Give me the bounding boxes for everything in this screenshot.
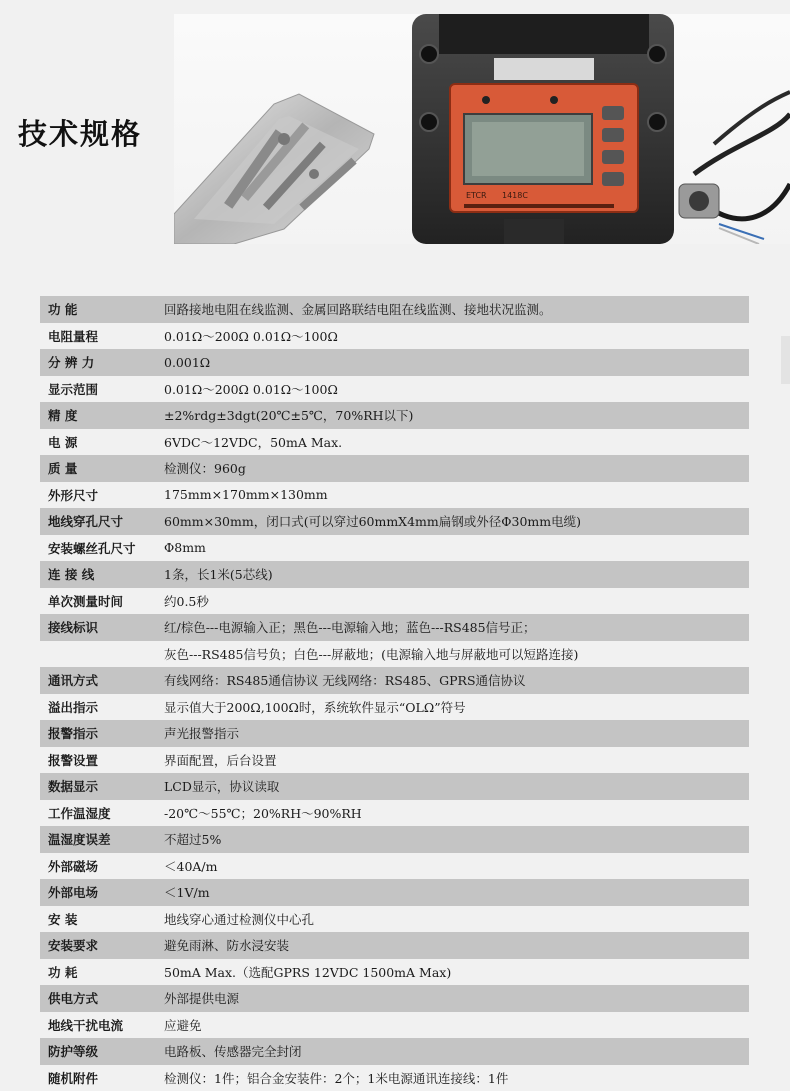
spec-value: 0.01Ω～200Ω 0.01Ω～100Ω	[164, 380, 338, 398]
spec-row	[40, 853, 749, 880]
spec-value: 检测仪：1件；铝合金安装件：2个；1米电源通讯连接线：1件	[164, 1069, 508, 1087]
spec-value: 外部提供电源	[164, 989, 239, 1007]
spec-row	[40, 482, 749, 509]
spec-label: 溢出指示	[40, 698, 164, 716]
spec-label: 供电方式	[40, 989, 164, 1007]
spec-label: 安 装	[40, 910, 164, 928]
spec-row	[40, 800, 749, 827]
spec-row	[40, 588, 749, 615]
spec-label: 外部电场	[40, 883, 164, 901]
spec-value: Φ8mm	[164, 540, 206, 555]
spec-value: 声光报警指示	[164, 724, 239, 742]
spec-row	[40, 614, 749, 641]
product-photo	[174, 14, 790, 244]
spec-value: 应避免	[164, 1016, 202, 1034]
spec-value: 约0.5秒	[164, 592, 209, 610]
spec-label: 功 耗	[40, 963, 164, 981]
spec-row	[40, 667, 749, 694]
spec-value: 电路板、传感器完全封闭	[164, 1042, 302, 1060]
spec-row	[40, 376, 749, 403]
device-brand-text: ETCR	[466, 191, 487, 200]
spec-label: 报警设置	[40, 751, 164, 769]
spec-value: ＜40A/m	[164, 857, 218, 875]
spec-row	[40, 296, 749, 323]
spec-row	[40, 561, 749, 588]
page-heading: 技术规格	[18, 112, 142, 153]
spec-label: 功 能	[40, 300, 164, 318]
spec-label: 精 度	[40, 406, 164, 424]
spec-value: LCD显示，协议读取	[164, 777, 279, 795]
spec-value: ±2%rdg±3dgt(20℃±5℃，70%RH以下)	[164, 406, 413, 424]
spec-row	[40, 508, 749, 535]
spec-label: 电 源	[40, 433, 164, 451]
spec-row	[40, 906, 749, 933]
connector-cable	[679, 92, 790, 244]
spec-value: 不超过5%	[164, 830, 221, 848]
spec-value: 0.01Ω～200Ω 0.01Ω～100Ω	[164, 327, 338, 345]
spec-value: 显示值大于200Ω,100Ω时，系统软件显示“OLΩ”符号	[164, 698, 466, 716]
spec-row	[40, 1065, 749, 1091]
spec-label: 安装要求	[40, 936, 164, 954]
spec-row	[40, 826, 749, 853]
spec-value: 0.001Ω	[164, 355, 210, 370]
spec-label: 外部磁场	[40, 857, 164, 875]
spec-row	[40, 455, 749, 482]
spec-label: 接线标识	[40, 618, 164, 636]
side-scroll-tab[interactable]	[781, 336, 790, 384]
spec-value: 界面配置，后台设置	[164, 751, 277, 769]
spec-label: 数据显示	[40, 777, 164, 795]
spec-value: 175mm×170mm×130mm	[164, 487, 328, 502]
spec-label: 温湿度误差	[40, 830, 164, 848]
spec-value: 1条，长1米(5芯线)	[164, 565, 273, 583]
spec-label: 分 辨 力	[40, 353, 164, 371]
spec-row	[40, 747, 749, 774]
spec-label: 显示范围	[40, 380, 164, 398]
spec-label: 电阻量程	[40, 327, 164, 345]
spec-row	[40, 429, 749, 456]
spec-label: 质 量	[40, 459, 164, 477]
spec-label: 地线干扰电流	[40, 1016, 164, 1034]
spec-value: 60mm×30mm，闭口式(可以穿过60mmX4mm扁钢或外径Φ30mm电缆)	[164, 512, 581, 530]
spec-row	[40, 985, 749, 1012]
spec-row	[40, 932, 749, 959]
spec-value: -20℃～55℃；20%RH～90%RH	[164, 804, 362, 822]
spec-row	[40, 641, 749, 668]
spec-label: 随机附件	[40, 1069, 164, 1087]
spec-value: 灰色---RS485信号负；白色---屏蔽地；(电源输入地与屏蔽地可以短路连接)	[164, 645, 578, 663]
spec-value: 检测仪：960g	[164, 459, 246, 477]
spec-row	[40, 720, 749, 747]
spec-row	[40, 1038, 749, 1065]
spec-row	[40, 879, 749, 906]
spec-label: 防护等级	[40, 1042, 164, 1060]
spec-label: 外形尺寸	[40, 486, 164, 504]
spec-row	[40, 1012, 749, 1039]
spec-label: 工作温湿度	[40, 804, 164, 822]
spec-row	[40, 402, 749, 429]
spec-label: 连 接 线	[40, 565, 164, 583]
spec-row	[40, 694, 749, 721]
spec-row	[40, 535, 749, 562]
spec-row	[40, 323, 749, 350]
spec-label: 通讯方式	[40, 671, 164, 689]
spec-table	[40, 296, 749, 1091]
spec-label: 安装螺丝孔尺寸	[40, 539, 164, 557]
spec-row	[40, 959, 749, 986]
spec-value: 6VDC～12VDC，50mA Max.	[164, 433, 342, 451]
spec-value: 有线网络：RS485通信协议 无线网络：RS485、GPRS通信协议	[164, 671, 526, 689]
spec-value: 地线穿心通过检测仪中心孔	[164, 910, 314, 928]
spec-value: 回路接地电阻在线监测、金属回路联结电阻在线监测、接地状况监测。	[164, 300, 552, 318]
spec-value: 避免雨淋、防水浸安装	[164, 936, 289, 954]
mounting-bracket	[174, 94, 374, 244]
spec-value: ＜1V/m	[164, 883, 210, 901]
spec-label: 单次测量时间	[40, 592, 164, 610]
spec-row	[40, 349, 749, 376]
spec-row	[40, 773, 749, 800]
spec-value: 红/棕色---电源输入正；黑色---电源输入地；蓝色---RS485信号正；	[164, 618, 536, 636]
product-photo-illustration	[174, 14, 790, 244]
spec-label: 地线穿孔尺寸	[40, 512, 164, 530]
device-housing	[412, 14, 674, 244]
spec-value: 50mA Max.（选配GPRS 12VDC 1500mA Max)	[164, 963, 451, 981]
spec-label: 报警指示	[40, 724, 164, 742]
device-model-text: 1418C	[502, 191, 528, 200]
